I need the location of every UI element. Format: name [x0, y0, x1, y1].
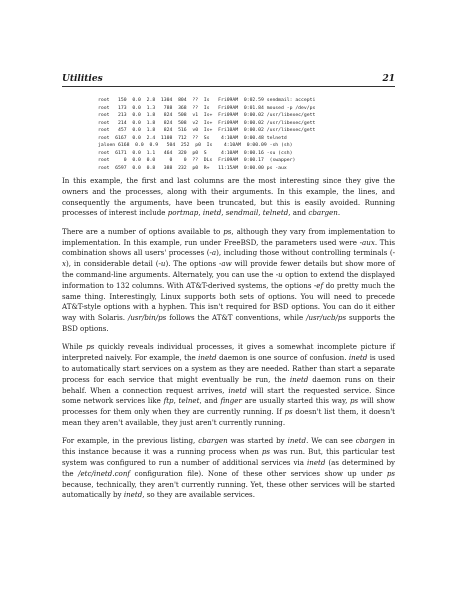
paragraph: There are a number of options available to ps, although they vary from implementation to implementation. In this example, run under FreeBSD, the parameters used were -aux. This combination shows all users' processes (-a), including those without controlling terminals (-x), in considerable detail (-u). The options -aw will provide fewer details but show more of the command-line arguments. Alternately, you can use the -u option to extend the displayed information to 132 columns. With AT&T-derived systems, the options -ef do pretty much the same thing. Interestingly, Linux supports both sets of options. You will need to precede AT&T-style options with a hyphen. This isn't required for BSD options. You can do it either way with Solaris. /usr/bin/ps follows the AT&T conventions, while /usr/ucb/ps supports the BSD options.: [62, 226, 396, 333]
emphasis-term: ps: [350, 396, 359, 406]
ps-output-listing: [98, 97, 398, 172]
ps-output-row: root 0 0.0 0.0 0 0 ?? DLs Fri09AM 0:00.17 (swapper): [98, 158, 296, 163]
emphasis-term: ps: [223, 226, 232, 236]
emphasis-term: /usr/bin/ps: [127, 313, 167, 323]
emphasis-term: inetd: [202, 208, 222, 218]
page-number: 21: [382, 74, 395, 84]
emphasis-term: /usr/ucb/ps: [306, 313, 347, 323]
emphasis-term: cbargen: [308, 208, 338, 218]
emphasis-term: inetd: [228, 385, 247, 395]
ps-output-row: root 214 0.0 1.8 824 508 v2 Is+ Fri09AM 0:00.02 /usr/libexec/gett: [98, 120, 316, 126]
emphasis-term: inetd: [198, 353, 217, 363]
ps-output-row: root 213 0.0 1.8 824 508 v1 Is+ Fri09AM 0:00.02 /usr/libexec/gett: [98, 113, 316, 118]
body-text: [62, 176, 395, 509]
emphasis-term: ps: [386, 468, 395, 478]
emphasis-term: -aux: [359, 237, 375, 247]
section-title: Utilities: [62, 74, 103, 84]
emphasis-term: inetd: [348, 353, 368, 363]
emphasis-term: -a: [209, 248, 217, 258]
emphasis-term: -aw: [218, 259, 232, 269]
ps-output-row: root 173 0.0 1.3 788 368 ?? Is Fri09AM 0:01.84 moused -p /dev/ps: [98, 105, 316, 111]
emphasis-term: -x: [62, 248, 396, 269]
emphasis-term: portmap: [167, 208, 199, 218]
ps-output-row: jaloen 6168 0.0 0.9 504 252 p0 Is 4:10AM 0:00.09 -sh (sh): [98, 143, 293, 148]
emphasis-term: -ef: [313, 280, 324, 290]
emphasis-term: telnetd: [262, 208, 289, 218]
ps-output-row: root 150 0.0 2.8 1304 804 ?? Is Fri09AM 0:02.59 sendmail: accepti: [98, 98, 316, 103]
emphasis-term: cbargen: [198, 436, 228, 446]
ps-output-row: root 6171 0.0 1.1 464 320 p0 S 4:10AM 0:00.16 -su (csh): [98, 150, 293, 156]
emphasis-term: inetd: [287, 436, 307, 446]
emphasis-term: -u: [158, 259, 166, 269]
emphasis-term: -u: [275, 269, 283, 279]
ps-output-row: root 6167 0.0 2.4 1108 712 ?? Ss 4:10AM 0:00.48 telnetd: [98, 135, 287, 141]
ps-output-row: root 6597 0.0 0.8 388 232 p0 R+ 11:15AM 0:00.00 ps -aux: [98, 165, 287, 171]
emphasis-term: cbargen: [355, 436, 386, 446]
emphasis-term: ps: [284, 407, 293, 417]
emphasis-term: ps: [86, 342, 95, 352]
emphasis-term: inetd: [307, 457, 326, 467]
running-header: [62, 74, 395, 87]
emphasis-term: /etc/inetd.conf: [78, 468, 131, 478]
emphasis-term: ftp: [163, 396, 174, 406]
emphasis-term: sendmail: [225, 208, 259, 218]
emphasis-term: inetd: [289, 374, 309, 384]
paragraph: For example, in the previous listing, cbargen was started by inetd. We can see cbargen in this instance because it was a running process when ps was run. But, this particular test system was configured to run a number of additional services via inetd (as determined by the /etc/inetd.conf configuration file). None of these other services show up under ps because, technically, they aren't currently running. Yet, these other services will be started automatically by inetd, so they are available services.: [62, 436, 396, 500]
paragraph: In this example, the first and last columns are the most interesting since they give the owners and the processes, along with their arguments. In this example, the lines, and consequently the arguments, have been truncated, but this is easily avoided. Running processes of interest include portmap, inetd, sendmail, telnetd, and cbargen.: [62, 176, 395, 218]
emphasis-term: ps: [261, 447, 271, 457]
emphasis-term: finger: [220, 396, 242, 406]
paragraph: While ps quickly reveals individual processes, it gives a somewhat incomplete picture if interpreted naively. For example, the inetd daemon is one source of confusion. inetd is used to automatically start services on a system as they are needed. Rather than start a separate process for each service that might eventually be run, the inetd daemon runs on their behalf. When a connection request arrives, inetd will start the requested service. Since some network services like ftp, telnet, and finger are usually started this way, ps will show processes for them only when they are currently running. If ps doesn't list them, it doesn't mean they aren't available, they just aren't currently running.: [62, 342, 396, 427]
ps-output-row: root 457 0.0 1.8 824 516 v0 Is+ Fri10AM 0:00.02 /usr/libexec/gett: [98, 128, 316, 133]
emphasis-term: inetd: [123, 490, 143, 500]
emphasis-term: telnet: [178, 396, 200, 406]
